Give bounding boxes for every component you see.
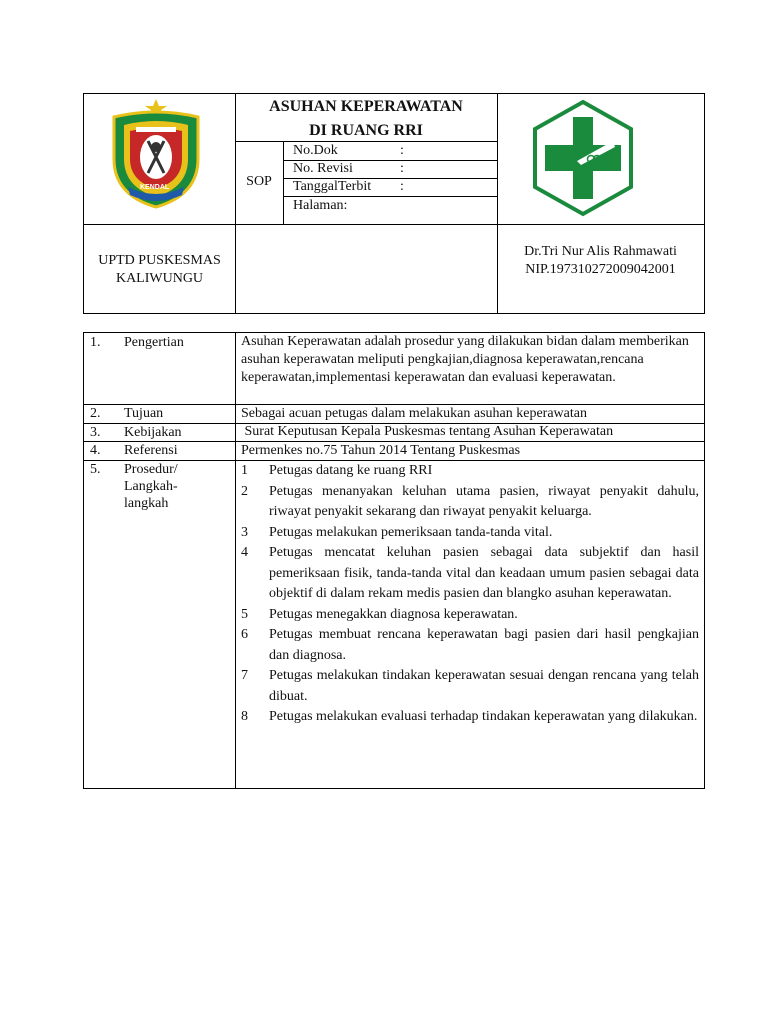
meta-label: No.Dok — [293, 143, 338, 158]
row-text-pengertian: Asuhan Keperawatan adalah prosedur yang dilakukan bidan dalam memberikan asuhan keperawatan meliputi pengkajian,diagnosa keperawatan,rencana keperawatan,implementasi keperawatan dan evaluasi keperawatan. — [241, 334, 689, 385]
step-text: Petugas melakukan tindakan keperawatan sesuai dengan rencana yang telah dibuat. — [269, 668, 699, 704]
prosedur-label-line: langkah — [124, 496, 169, 511]
list-item — [241, 625, 699, 666]
puskesmas-logo-icon — [531, 99, 635, 217]
step-text: Petugas melakukan evaluasi terhadap tindakan keperawatan yang dilakukan. — [269, 709, 698, 724]
step-number: 3 — [241, 524, 248, 540]
list-item — [241, 707, 699, 728]
row-number: 3. — [90, 425, 101, 440]
content-column-divider — [235, 333, 236, 788]
list-item — [241, 523, 699, 544]
list-item — [241, 605, 699, 626]
step-number: 2 — [241, 483, 248, 499]
row-label-pengertian: Pengertian — [124, 335, 184, 350]
org-line-2: KALIWUNGU — [115, 271, 204, 286]
step-number: 7 — [241, 668, 248, 683]
row-number: 2. — [90, 406, 101, 421]
org-line-1: UPTD PUSKESMAS — [98, 253, 221, 268]
row-text-tujuan: Sebagai acuan petugas dalam melakukan asuhan keperawatan — [241, 406, 587, 421]
step-number: 4 — [241, 545, 248, 560]
row-text-kebijakan: Surat Keputusan Kepala Puskesmas tentang Asuhan Keperawatan — [241, 424, 614, 439]
meta-tanggal-terbit — [288, 178, 498, 196]
list-item — [241, 666, 699, 707]
prosedur-label-line: Prosedur/ — [124, 462, 178, 477]
step-text: Petugas mencatat keluhan pasien sebagai data subjektif dan hasil pemeriksaan fisik, tanda-tanda vital dan keadaan umum pasien sebagai data objektif di dalam rekam medis pasien dan blangko asuhan keperawatan. — [269, 545, 699, 601]
row-number: 5. — [90, 462, 101, 477]
meta-colon: : — [400, 161, 404, 176]
meta-label: No. Revisi — [293, 161, 353, 176]
step-text: Petugas menanyakan keluhan utama pasien, riwayat penyakit dahulu, riwayat penyakit sekarang dan riwayat penyakit keluarga. — [269, 483, 699, 519]
step-number: 1 — [241, 463, 248, 478]
step-text: Petugas menegakkan diagnosa keperawatan. — [269, 606, 518, 622]
step-number: 5 — [241, 606, 248, 622]
row-label-kebijakan: Kebijakan — [124, 425, 182, 440]
signer-block — [497, 243, 704, 279]
meta-no-revisi — [288, 160, 498, 178]
meta-colon: : — [400, 179, 404, 194]
meta-colon: : — [400, 143, 404, 158]
kendal-regency-logo-icon — [106, 97, 206, 209]
step-text: Petugas melakukan pemeriksaan tanda-tanda vital. — [269, 524, 553, 540]
sop-header-table — [83, 93, 705, 314]
row-number: 4. — [90, 443, 101, 458]
step-number: 6 — [241, 627, 248, 642]
meta-halaman — [288, 197, 498, 215]
step-text: Petugas datang ke ruang RRI — [269, 463, 433, 478]
sop-divider — [283, 141, 284, 224]
organization-name — [84, 252, 235, 288]
meta-no-dok — [288, 142, 498, 160]
meta-label: Halaman: — [293, 198, 348, 213]
logo-kendal-text: KENDAL — [140, 184, 170, 191]
list-item — [241, 543, 699, 605]
step-number: 8 — [241, 709, 248, 724]
signer-nip: NIP.197310272009042001 — [525, 262, 676, 277]
row-label-referensi: Referensi — [124, 443, 178, 458]
title-line-1: ASUHAN KEPERAWATAN — [269, 98, 463, 115]
prosedur-label-line: Langkah- — [124, 479, 178, 494]
sop-content-table — [83, 332, 705, 789]
list-item — [241, 482, 699, 523]
row-label-tujuan: Tujuan — [124, 406, 164, 421]
row-number: 1. — [90, 335, 101, 350]
row-label-prosedur — [124, 461, 178, 512]
step-text: Petugas membuat rencana keperawatan bagi pasien dari hasil pengkajian dan diagnosa. — [269, 627, 699, 663]
row-text-referensi: Permenkes no.75 Tahun 2014 Tentang Puskesmas — [241, 443, 521, 458]
list-item — [241, 461, 699, 482]
title-line-2: DI RUANG RRI — [309, 122, 423, 139]
document-title — [235, 95, 497, 143]
sop-label: SOP — [246, 174, 272, 189]
procedure-steps-list — [241, 461, 699, 728]
signer-name: Dr.Tri Nur Alis Rahmawati — [524, 244, 677, 259]
header-divider-middle — [84, 224, 704, 225]
meta-label: TanggalTerbit — [293, 179, 372, 194]
